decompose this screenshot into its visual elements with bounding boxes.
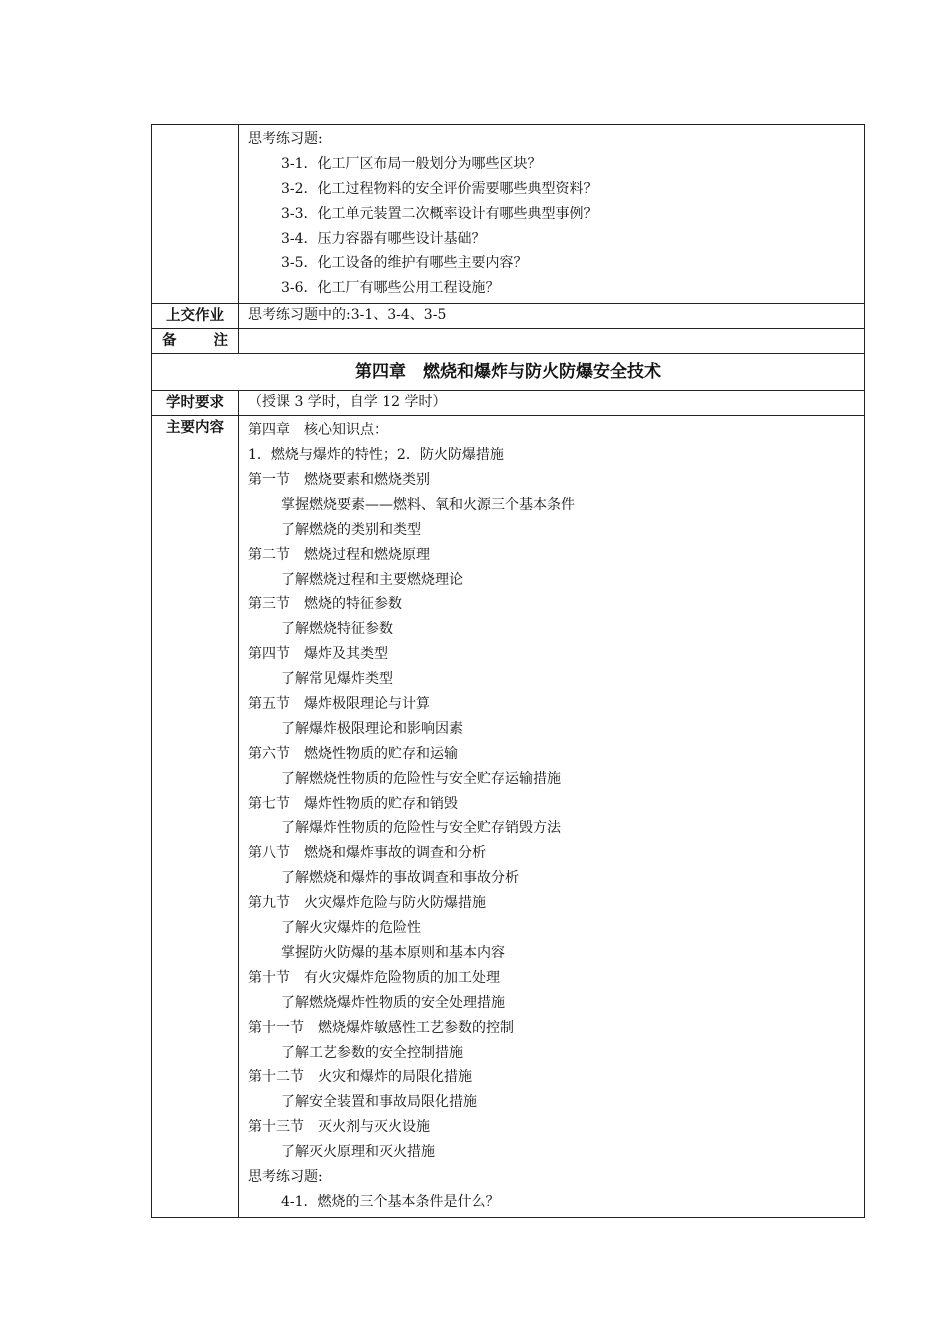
content-item: 第十一节 燃烧爆炸敏感性工艺参数的控制	[248, 1019, 514, 1036]
remarks-label-char: 注	[213, 333, 228, 350]
content-subitem: 掌握防火防爆的基本原则和基本内容	[281, 944, 505, 961]
homework-value: 思考练习题中的:3-1、3-4、3-5	[248, 307, 447, 324]
content-item: 第二节 燃烧过程和燃烧原理	[248, 546, 430, 563]
exercise-item: 3-3．化工单元装置二次概率设计有哪些典型事例？	[281, 205, 598, 222]
exercise-item: 3-4．压力容器有哪些设计基础？	[281, 230, 486, 247]
exercise-item: 3-6．化工厂有哪些公用工程设施？	[281, 280, 500, 297]
content-item: 第七节 爆炸性物质的贮存和销毁	[248, 795, 458, 812]
content-subitem: 掌握燃烧要素——燃料、氧和火源三个基本条件	[281, 496, 575, 513]
remarks-row	[152, 329, 865, 354]
exercises-heading: 思考练习题:	[248, 131, 323, 147]
hours-value: （授课 3 学时，自学 12 学时）	[248, 394, 447, 411]
content-item: 思考练习题:	[248, 1168, 323, 1185]
remarks-label	[152, 329, 238, 353]
content-item: 第十节 有火灾爆炸危险物质的加工处理	[248, 969, 500, 986]
content-subitem: 了解灭火原理和灭火措施	[281, 1144, 435, 1161]
content-subitem: 了解爆炸极限理论和影响因素	[281, 720, 463, 737]
content-item: 第五节 爆炸极限理论与计算	[248, 696, 430, 713]
previous-chapter-exercises-row	[152, 125, 865, 304]
exercise-item: 3-5．化工设备的维护有哪些主要内容？	[281, 255, 528, 272]
content-item: 第三节 燃烧的特征参数	[248, 596, 402, 613]
syllabus-table	[151, 124, 865, 1218]
main-content-label: 主要内容	[166, 420, 224, 437]
content-item: 第四节 爆炸及其类型	[248, 646, 388, 663]
exercise-item: 3-2．化工过程物料的安全评价需要哪些典型资料？	[281, 180, 598, 197]
content-subitem: 了解燃烧特征参数	[281, 621, 393, 638]
hours-row	[152, 391, 865, 416]
chapter-title-row	[152, 354, 865, 391]
content-subitem: 了解常见爆炸类型	[281, 671, 393, 688]
content-subitem: 了解火灾爆炸的危险性	[281, 920, 421, 937]
chapter-title: 第四章 燃烧和爆炸与防火防爆安全技术	[355, 362, 661, 383]
main-content-list	[239, 416, 864, 1217]
empty-label-cell	[152, 125, 239, 304]
hours-label: 学时要求	[166, 395, 224, 412]
content-item: 第十二节 火灾和爆炸的局限化措施	[248, 1069, 472, 1086]
content-subitem: 4-1．燃烧的三个基本条件是什么？	[281, 1193, 500, 1210]
exercises-cell	[239, 125, 865, 304]
content-subitem: 了解燃烧过程和主要燃烧理论	[281, 571, 463, 588]
content-item: 1．燃烧与爆炸的特性；2．防火防爆措施	[248, 447, 504, 464]
content-item: 第六节 燃烧性物质的贮存和运输	[248, 745, 458, 762]
homework-label: 上交作业	[166, 308, 224, 325]
remarks-label-char: 备	[162, 333, 177, 350]
content-subitem: 了解燃烧性物质的危险性与安全贮存运输措施	[281, 770, 561, 787]
content-item: 第八节 燃烧和爆炸事故的调查和分析	[248, 845, 486, 862]
content-item: 第一节 燃烧要素和燃烧类别	[248, 472, 430, 489]
content-subitem: 了解安全装置和事故局限化措施	[281, 1094, 477, 1111]
content-subitem: 了解爆炸性物质的危险性与安全贮存销毁方法	[281, 820, 561, 837]
main-content-row	[152, 416, 865, 1218]
content-subitem: 了解燃烧的类别和类型	[281, 521, 421, 538]
exercise-item: 3-1．化工厂区布局一般划分为哪些区块？	[281, 155, 542, 172]
remarks-value	[239, 329, 865, 354]
content-subitem: 了解燃烧爆炸性物质的安全处理措施	[281, 994, 505, 1011]
homework-row	[152, 304, 865, 329]
content-subitem: 了解燃烧和爆炸的事故调查和事故分析	[281, 870, 519, 887]
content-item: 第九节 火灾爆炸危险与防火防爆措施	[248, 895, 486, 912]
content-item: 第十三节 灭火剂与灭火设施	[248, 1119, 430, 1136]
content-item: 第四章 核心知识点：	[248, 422, 388, 439]
content-subitem: 了解工艺参数的安全控制措施	[281, 1044, 463, 1061]
